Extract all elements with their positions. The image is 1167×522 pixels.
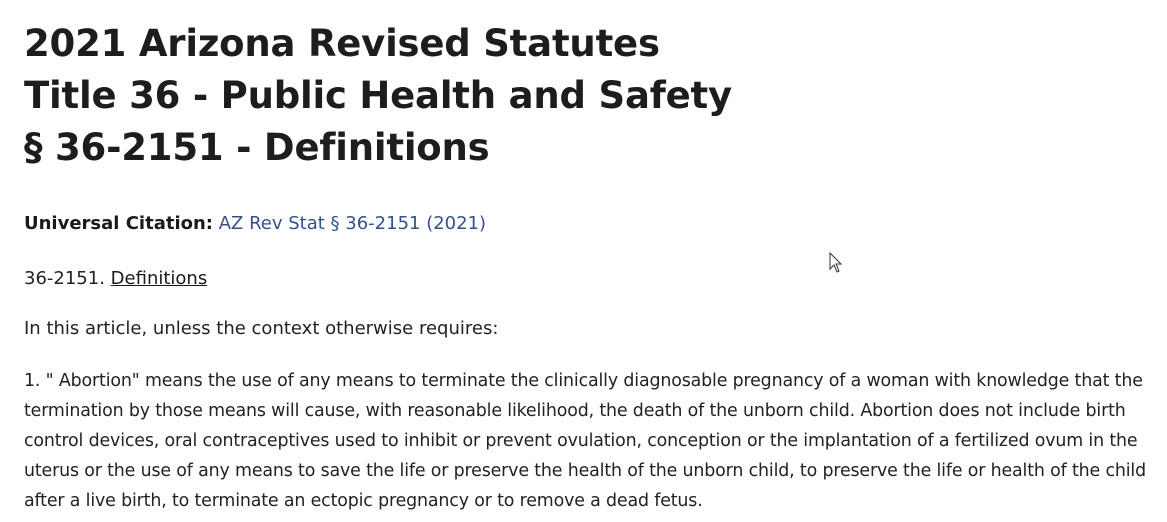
title-line-section: § 36-2151 - Definitions bbox=[24, 126, 490, 169]
title-line-year: 2021 Arizona Revised Statutes bbox=[24, 22, 660, 65]
mouse-pointer-icon bbox=[829, 252, 843, 274]
citation-label: Universal Citation: bbox=[24, 213, 213, 234]
universal-citation bbox=[24, 211, 486, 237]
section-heading bbox=[24, 266, 207, 292]
section-number: 36-2151. bbox=[24, 268, 105, 289]
citation-link[interactable]: AZ Rev Stat § 36-2151 (2021) bbox=[218, 213, 487, 234]
title-line-title: Title 36 - Public Health and Safety bbox=[24, 74, 732, 117]
statute-page bbox=[24, 18, 1159, 511]
definition-paragraph: 1. " Abortion" means the use of any means to terminate the clinically diagnosable pregnancy of a woman with knowledge that the termination by those means will cause, with reasonable likelihood, the death of the unborn child. Abortion does not include birth control devices, oral contraceptives used to inhibit or prevent ovulation, conception or the implantation of a fertilized ovum in the uterus or the use of any means to save the life or preserve the health of the unborn child, to preserve the life or health of the child after a live birth, to terminate an ectopic pregnancy or to remove a dead fetus. bbox=[24, 371, 1147, 511]
page-title bbox=[24, 18, 1159, 174]
intro-paragraph: In this article, unless the context otherwise requires: bbox=[24, 318, 499, 339]
section-heading-link[interactable]: Definitions bbox=[110, 268, 208, 289]
